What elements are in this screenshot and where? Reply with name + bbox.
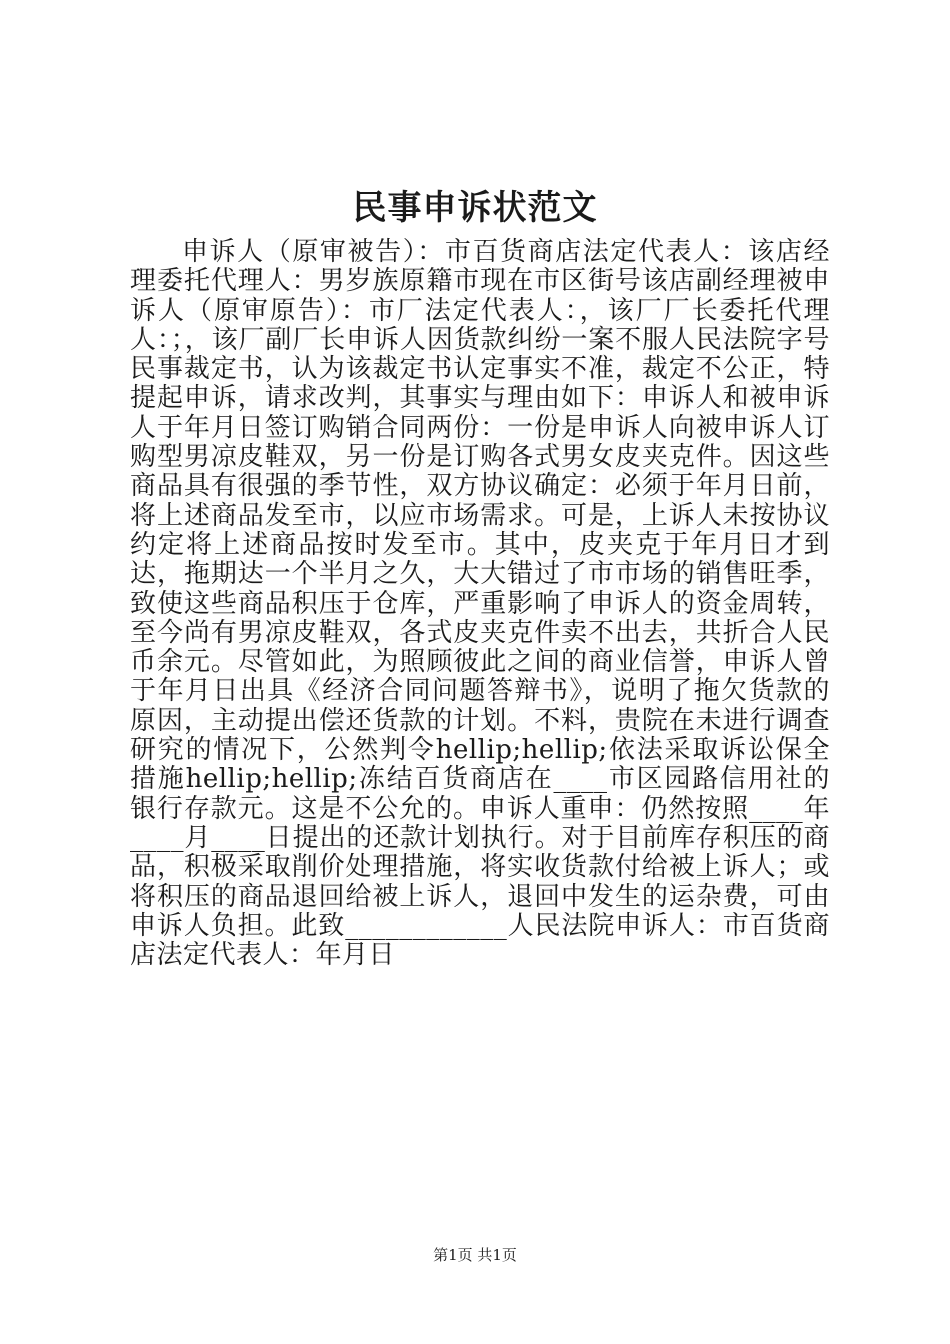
document-title: 民事申诉状范文 (352, 188, 598, 228)
document-body: 申诉人（原审被告）：市百货商店法定代表人：该店经理委托代理人：男岁族原籍市现在市区街号该店副经理被申诉人（原审原告）：市厂法定代表人：，该厂厂长委托代理人：；，该厂副厂长申诉人因货款纠纷一案不服人民法院字号民事裁定书，认为该裁定书认定事实不准，裁定不公正，特提起申诉，请求改判，其事实与理由如下：申诉人和被申诉人于年月日签订购销合同两份：一份是申诉人向被申诉人订购型男凉皮鞋双，另一份是订购各式男女皮夹克件。因这些商品具有很强的季节性，双方协议确定：必须于年月日前，将上述商品发至市，以应市场需求。可是，上诉人未按协议约定将上述商品按时发至市。其中，皮夹克于年月日才到达，拖期达一个半月之久，大大错过了市市场的销售旺季，致使这些商品积压于仓库，严重影响了申诉人的资金周转，至今尚有男凉皮鞋双，各式皮夹克件卖不出去，共折合人民币余元。尽管如此，为照顾彼此之间的商业信誉，申诉人曾于年月日出具《经济合同问题答辩书》，说明了拖欠货款的原因，主动提出偿还货款的计划。不料，贵院在未进行调查研究的情况下，公然判令hellip;hellip;依法采取诉讼保全措施hellip;hellip;冻结百货商店在____市区园路信用社的银行存款元。这是不公允的。申诉人重申：仍然按照____年____月____日提出的还款计划执行。对于目前库存积压的商品，积极采取削价处理措施，将实收货款付给被上诉人；或将积压的商品退回给被上诉人，退回中发生的运杂费，可由申诉人负担。此致____________人民法院申诉人：市百货商店法定代表人：年月日 (130, 237, 830, 971)
page-number: 第1页 共1页 (433, 1246, 517, 1264)
